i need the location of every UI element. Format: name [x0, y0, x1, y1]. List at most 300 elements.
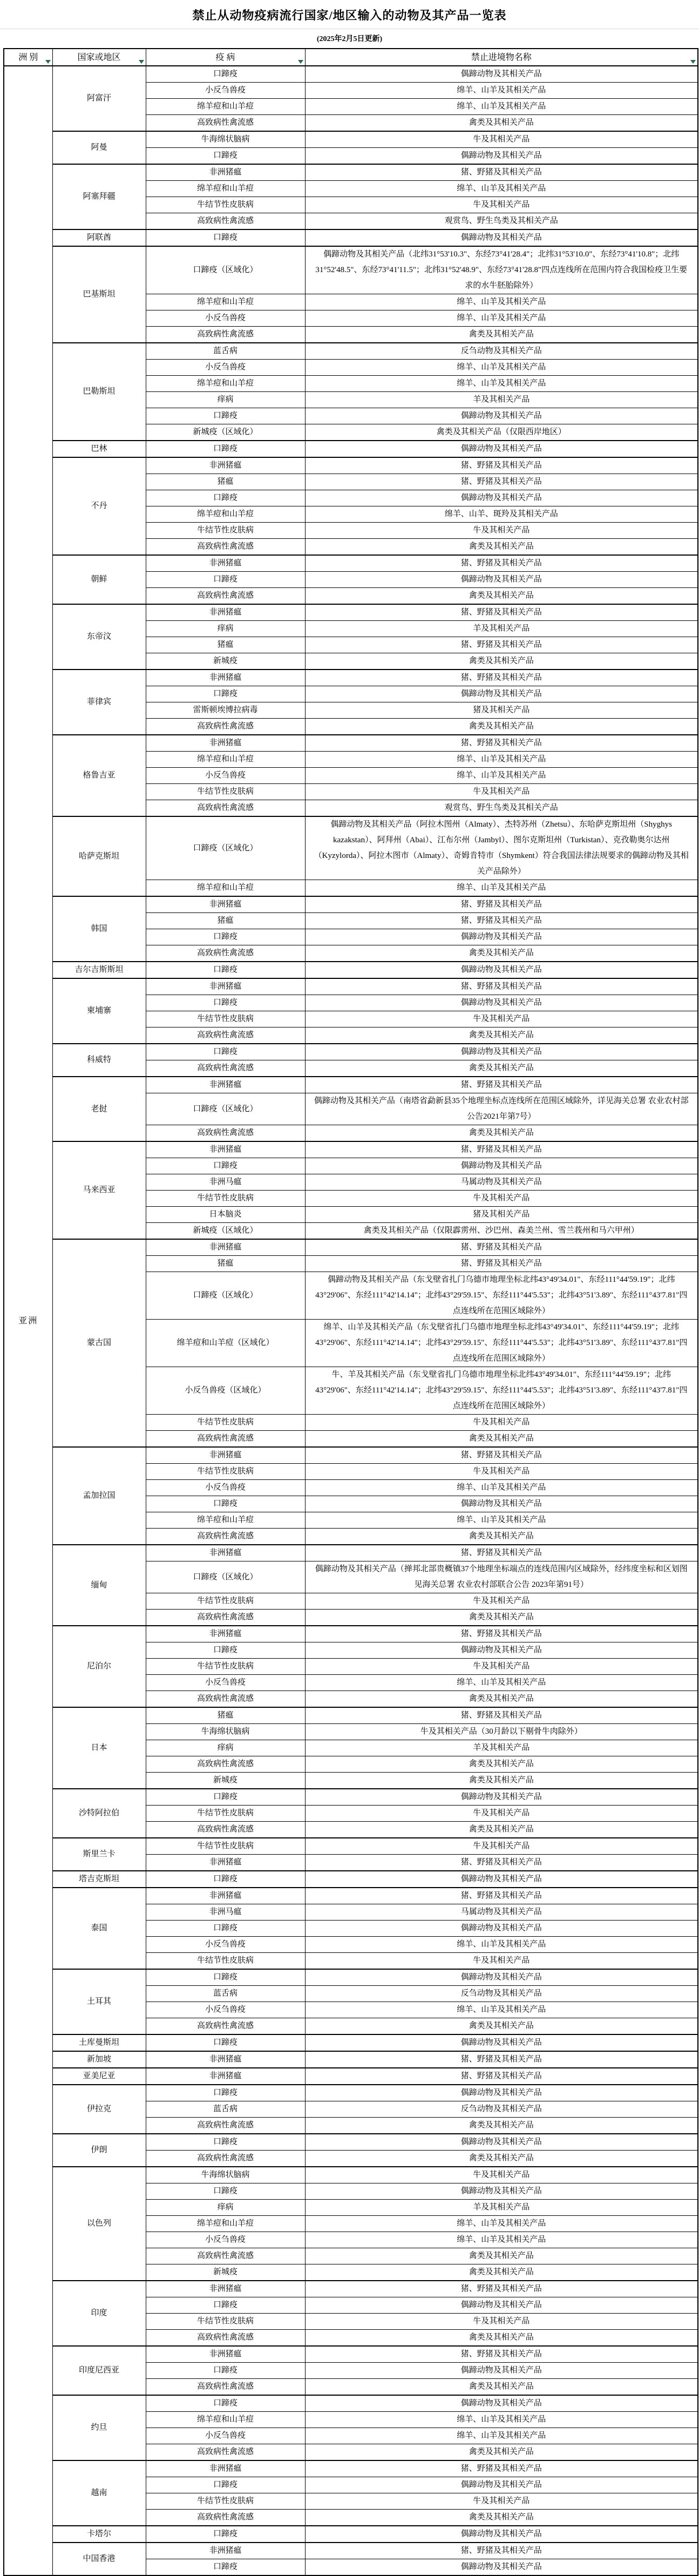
disease-cell: 口蹄疫	[146, 2183, 305, 2200]
disease-cell: 绵羊痘和山羊痘	[146, 2412, 305, 2428]
country-cell: 泰国	[52, 1888, 146, 1969]
country-cell: 尼泊尔	[52, 1626, 146, 1707]
disease-cell: 口蹄疫	[146, 2477, 305, 2493]
products-cell: 偶蹄动物及其相关产品（阿拉木图州（Almaty）、杰特苏州（Zhetsu）、东哈萨克斯坦州（Shyghys kazakstan）、阿拜州（Abai）、江布尔州（Jambyl）、图尔克斯坦州（Turkistan）、克孜勒奥尔达州（Kyzylorda）、阿拉木图市（Almaty）、奇姆肯特市（Shymkent）符合我国法律法规要求的偶蹄动物及其相关产品除外）	[305, 816, 698, 880]
products-cell: 偶蹄动物及其相关产品（北纬31°53'10.3"、东经73°41'28.4"；北纬31°53'10.0"、东经73°41'10.8"；北纬31°52'48.5"、东经73°41'11.5"；北纬31°52'48.9"、东经73°41'28.8"四点连线所在范围内符合我国检疫卫生要求的水牛胚胎除外）	[305, 246, 698, 294]
disease-cell: 口蹄疫	[146, 1921, 305, 1937]
disease-cell: 口蹄疫	[146, 2297, 305, 2314]
products-cell: 绵羊、山羊及其相关产品	[305, 2412, 698, 2428]
products-cell: 羊及其相关产品	[305, 1740, 698, 1756]
products-cell: 绵羊、山羊及其相关产品（东戈壁省扎门乌德市地理坐标北纬43°49'34.01"、东经111°44'59.19"；北纬43°29'06"、东经111°42'14.14"；北纬43°29'59.15"、东经111°44'5.53"；北纬43°51'3.89"、东经111°43'7.81"四点连线所在范围区域除外）	[305, 1320, 698, 1367]
products-cell: 牛及其相关产品	[305, 1464, 698, 1480]
disease-cell: 口蹄疫	[146, 995, 305, 1011]
disease-cell: 新城疫（区域化）	[146, 424, 305, 441]
products-cell: 牛及其相关产品	[305, 2493, 698, 2510]
products-cell: 禽类及其相关产品	[305, 115, 698, 132]
products-cell: 绵羊、山羊及其相关产品	[305, 1480, 698, 1496]
table-row	[4, 1447, 698, 1464]
disease-cell: 牛结节性皮肤病	[146, 2314, 305, 2330]
products-cell: 猪、野猪及其相关产品	[305, 1545, 698, 1561]
table-row	[4, 1888, 698, 1904]
disease-cell: 猪瘟	[146, 1707, 305, 1724]
table-row	[4, 1545, 698, 1561]
table-row	[4, 2281, 698, 2297]
products-cell: 禽类及其相关产品	[305, 1027, 698, 1044]
products-cell: 禽类及其相关产品	[305, 2151, 698, 2167]
disease-cell: 非洲马瘟	[146, 1174, 305, 1191]
products-cell: 偶蹄动物及其相关产品	[305, 2183, 698, 2200]
page-title: 禁止从动物疫病流行国家/地区输入的动物及其产品一览表	[192, 9, 507, 22]
disease-cell: 口蹄疫	[146, 1044, 305, 1060]
country-cell: 沙特阿拉伯	[52, 1789, 146, 1838]
products-cell: 偶蹄动物及其相关产品	[305, 2085, 698, 2101]
disease-cell: 绵羊痘和山羊痘	[146, 1512, 305, 1529]
products-cell: 牛及其相关产品	[305, 1953, 698, 1970]
table-row	[4, 962, 698, 978]
products-cell: 猪、野猪及其相关产品	[305, 1888, 698, 1904]
products-cell: 绵羊、山羊及其相关产品	[305, 2002, 698, 2018]
disease-cell: 牛结节性皮肤病	[146, 1011, 305, 1027]
products-cell: 猪、野猪及其相关产品	[305, 637, 698, 653]
country-cell: 韩国	[52, 896, 146, 962]
products-cell: 禽类及其相关产品	[305, 2118, 698, 2134]
country-cell: 柬埔寨	[52, 978, 146, 1044]
disease-cell: 蓝舌病	[146, 1986, 305, 2002]
disease-cell: 牛结节性皮肤病	[146, 1593, 305, 1610]
products-cell: 猪、野猪及其相关产品	[305, 2051, 698, 2068]
products-cell: 禽类及其相关产品	[305, 945, 698, 962]
disease-cell: 非洲猪瘟	[146, 457, 305, 474]
disease-cell: 口蹄疫	[146, 2134, 305, 2151]
disease-cell: 高致病性禽流感	[146, 2510, 305, 2526]
table-row	[4, 2346, 698, 2363]
products-cell: 猪、野猪及其相关产品	[305, 1447, 698, 1464]
country-cell: 东帝汶	[52, 604, 146, 670]
disease-cell: 高致病性禽流感	[146, 2018, 305, 2035]
disease-cell: 小反刍兽疫	[146, 768, 305, 784]
disease-cell: 牛结节性皮肤病	[146, 1415, 305, 1431]
table-row	[4, 1789, 698, 1806]
table-row	[4, 2085, 698, 2101]
country-cell: 日本	[52, 1707, 146, 1789]
products-cell: 猪、野猪及其相关产品	[305, 1707, 698, 1724]
header-country-label: 国家或地区	[77, 52, 121, 62]
disease-cell: 痒病	[146, 392, 305, 408]
products-cell: 牛及其相关产品	[305, 2314, 698, 2330]
disease-cell: 高致病性禽流感	[146, 213, 305, 230]
products-cell: 牛及其相关产品	[305, 1415, 698, 1431]
table-row	[4, 164, 698, 181]
products-cell: 偶蹄动物及其相关产品	[305, 1642, 698, 1659]
products-cell: 牛及其相关产品	[305, 1191, 698, 1207]
products-cell: 禽类及其相关产品	[305, 719, 698, 735]
disease-cell: 非洲猪瘟	[146, 1141, 305, 1158]
header-continent	[4, 49, 52, 66]
header-row	[4, 49, 698, 66]
disease-cell: 非洲马瘟	[146, 1904, 305, 1921]
products-cell: 牛及其相关产品	[305, 523, 698, 539]
disease-cell: 牛结节性皮肤病	[146, 523, 305, 539]
disease-cell: 口蹄疫	[146, 441, 305, 457]
products-cell: 偶蹄动物及其相关产品	[305, 66, 698, 83]
products-cell: 禽类及其相关产品	[305, 1691, 698, 1708]
header-country	[52, 49, 146, 66]
products-cell: 反刍动物及其相关产品	[305, 343, 698, 360]
country-cell: 卡塔尔	[52, 2526, 146, 2543]
table-row	[4, 343, 698, 360]
disease-cell: 痒病	[146, 2200, 305, 2216]
disease-cell: 口蹄疫	[146, 2085, 305, 2101]
table-row	[4, 1626, 698, 1642]
products-cell: 偶蹄动物及其相关产品	[305, 2477, 698, 2493]
products-cell: 猪及其相关产品	[305, 1207, 698, 1223]
disease-cell: 非洲猪瘟	[146, 978, 305, 995]
disease-cell: 非洲猪瘟	[146, 2543, 305, 2559]
country-cell: 巴勒斯坦	[52, 343, 146, 441]
disease-cell: 口蹄疫	[146, 229, 305, 246]
products-cell: 反刍动物及其相关产品	[305, 1986, 698, 2002]
products-cell: 偶蹄动物及其相关产品	[305, 1789, 698, 1806]
table-row	[4, 2051, 698, 2068]
country-cell: 蒙古国	[52, 1239, 146, 1447]
products-cell: 牛及其相关产品	[305, 1593, 698, 1610]
disease-cell: 痒病	[146, 621, 305, 637]
table-row	[4, 555, 698, 572]
products-cell: 偶蹄动物及其相关产品	[305, 1158, 698, 1174]
disease-cell: 高致病性禽流感	[146, 1610, 305, 1626]
disease-cell: 高致病性禽流感	[146, 2118, 305, 2134]
products-cell: 禽类及其相关产品	[305, 2379, 698, 2396]
products-cell: 羊及其相关产品	[305, 392, 698, 408]
continent-cell: 亚洲	[4, 66, 52, 2575]
disease-cell: 高致病性禽流感	[146, 1529, 305, 1545]
disease-cell: 口蹄疫（区域化）	[146, 1272, 305, 1320]
products-cell: 绵羊、山羊及其相关产品	[305, 2232, 698, 2248]
country-cell: 菲律宾	[52, 670, 146, 735]
country-cell: 越南	[52, 2460, 146, 2526]
products-cell: 偶蹄动物及其相关产品（南塔省勐新县35个地理坐标点连线所在范围区域除外，详见海关总署 农业农村部公告2021年第7号）	[305, 1093, 698, 1125]
products-cell: 偶蹄动物及其相关产品	[305, 2559, 698, 2576]
table-row	[4, 2034, 698, 2051]
products-cell: 偶蹄动物及其相关产品	[305, 1921, 698, 1937]
disease-cell: 猪瘟	[146, 913, 305, 929]
products-cell: 绵羊、山羊及其相关产品	[305, 2216, 698, 2232]
products-cell: 禽类及其相关产品	[305, 539, 698, 556]
products-cell: 绵羊、山羊及其相关产品	[305, 294, 698, 310]
disease-cell: 小反刍兽疫	[146, 2002, 305, 2018]
products-cell: 牛及其相关产品	[305, 131, 698, 148]
filter-dropdown-icon[interactable]	[298, 60, 303, 64]
products-cell: 偶蹄动物及其相关产品	[305, 1496, 698, 1512]
country-cell: 科威特	[52, 1044, 146, 1077]
disease-cell: 高致病性禽流感	[146, 1691, 305, 1708]
disease-cell: 口蹄疫	[146, 1969, 305, 1986]
disease-cell: 口蹄疫	[146, 686, 305, 702]
disease-cell: 口蹄疫	[146, 1496, 305, 1512]
products-cell: 禽类及其相关产品	[305, 1431, 698, 1448]
disease-cell: 口蹄疫	[146, 2395, 305, 2412]
country-cell: 缅甸	[52, 1545, 146, 1626]
disease-cell: 高致病性禽流感	[146, 588, 305, 605]
disease-cell: 绵羊痘和山羊痘	[146, 880, 305, 897]
products-cell: 偶蹄动物及其相关产品	[305, 1969, 698, 1986]
products-cell: 禽类及其相关产品	[305, 1060, 698, 1077]
table-row	[4, 1077, 698, 1093]
products-cell: 禽类及其相关产品	[305, 653, 698, 670]
disease-cell: 小反刍兽疫	[146, 83, 305, 99]
filter-dropdown-icon[interactable]	[139, 60, 144, 64]
products-cell: 牛及其相关产品	[305, 1838, 698, 1855]
products-cell: 牛及其相关产品	[305, 1659, 698, 1675]
disease-cell: 猪瘟	[146, 1256, 305, 1272]
products-cell: 禽类及其相关产品	[305, 1610, 698, 1626]
disease-cell: 非洲猪瘟	[146, 735, 305, 752]
country-cell: 伊朗	[52, 2134, 146, 2167]
disease-cell: 牛海绵状脑病	[146, 131, 305, 148]
disease-cell: 小反刍兽疫	[146, 1675, 305, 1691]
table-row	[4, 978, 698, 995]
products-cell: 羊及其相关产品	[305, 621, 698, 637]
products-cell: 猪、野猪及其相关产品	[305, 1141, 698, 1158]
disease-cell: 口蹄疫（区域化）	[146, 1561, 305, 1593]
products-cell: 观赏鸟、野生鸟类及其相关产品	[305, 800, 698, 817]
disease-cell: 高致病性禽流感	[146, 1431, 305, 1448]
header-products	[305, 49, 698, 66]
disease-cell: 口蹄疫（区域化）	[146, 1093, 305, 1125]
table-row	[4, 1838, 698, 1855]
products-cell: 猪、野猪及其相关产品	[305, 457, 698, 474]
products-cell: 羊及其相关产品	[305, 2200, 698, 2216]
products-cell: 偶蹄动物及其相关产品	[305, 2134, 698, 2151]
products-cell: 禽类及其相关产品	[305, 2248, 698, 2264]
products-cell: 偶蹄动物及其相关产品	[305, 2297, 698, 2314]
table-row	[4, 670, 698, 686]
disease-cell: 高致病性禽流感	[146, 2379, 305, 2396]
disease-cell: 牛结节性皮肤病	[146, 1806, 305, 1822]
disease-cell: 口蹄疫	[146, 1642, 305, 1659]
disease-cell: 口蹄疫	[146, 1789, 305, 1806]
disease-cell: 日本脑炎	[146, 1207, 305, 1223]
disease-cell: 小反刍兽疫	[146, 1480, 305, 1496]
disease-cell: 高致病性禽流感	[146, 945, 305, 962]
country-cell: 巴基斯坦	[52, 246, 146, 343]
disease-cell: 口蹄疫	[146, 2526, 305, 2543]
disease-cell: 非洲猪瘟	[146, 1855, 305, 1871]
products-cell: 偶蹄动物及其相关产品	[305, 1871, 698, 1888]
products-cell: 偶蹄动物及其相关产品（掸邦北部贵概镇37个地理坐标端点的连线范围内区域除外，经纬度坐标和区划图见海关总署 农业农村部联合公告 2023年第91号）	[305, 1561, 698, 1593]
products-cell: 牛及其相关产品	[305, 1806, 698, 1822]
table-row	[4, 229, 698, 246]
table-row	[4, 1707, 698, 1724]
disease-cell: 口蹄疫（区域化）	[146, 816, 305, 880]
products-cell: 猪、野猪及其相关产品	[305, 896, 698, 913]
country-cell: 老挝	[52, 1077, 146, 1141]
products-cell: 猪、野猪及其相关产品	[305, 1239, 698, 1256]
disease-cell: 牛结节性皮肤病	[146, 1953, 305, 1970]
disease-cell: 非洲猪瘟	[146, 2068, 305, 2085]
disease-cell: 绵羊痘和山羊痘	[146, 376, 305, 392]
products-cell: 猪及其相关产品	[305, 702, 698, 719]
country-cell: 伊拉克	[52, 2085, 146, 2134]
country-cell: 巴林	[52, 441, 146, 457]
products-cell: 偶蹄动物及其相关产品	[305, 408, 698, 424]
products-cell: 牛及其相关产品	[305, 784, 698, 800]
country-cell: 新加坡	[52, 2051, 146, 2068]
country-cell: 阿联酋	[52, 229, 146, 246]
products-cell: 偶蹄动物及其相关产品	[305, 572, 698, 588]
disease-cell: 痒病	[146, 1740, 305, 1756]
disease-cell: 非洲猪瘟	[146, 1888, 305, 1904]
products-cell: 禽类及其相关产品	[305, 2510, 698, 2526]
disease-cell: 非洲猪瘟	[146, 2346, 305, 2363]
disease-cell: 口蹄疫	[146, 1158, 305, 1174]
products-cell: 猪、野猪及其相关产品	[305, 670, 698, 686]
disease-cell: 牛海绵状脑病	[146, 2167, 305, 2183]
table-row	[4, 1239, 698, 1256]
disease-cell: 小反刍兽疫	[146, 1937, 305, 1953]
products-cell: 禽类及其相关产品	[305, 588, 698, 605]
disease-cell: 高致病性禽流感	[146, 539, 305, 556]
products-cell: 猪、野猪及其相关产品	[305, 1077, 698, 1093]
products-cell: 猪、野猪及其相关产品	[305, 735, 698, 752]
products-cell: 偶蹄动物及其相关产品	[305, 2395, 698, 2412]
disease-cell: 蓝舌病	[146, 2101, 305, 2118]
disease-cell: 高致病性禽流感	[146, 1125, 305, 1142]
update-date: (2025年2月5日更新)	[316, 35, 383, 43]
table-body	[4, 66, 698, 2575]
country-cell: 中国香港	[52, 2543, 146, 2575]
disease-cell: 口蹄疫	[146, 962, 305, 978]
disease-cell: 非洲猪瘟	[146, 2460, 305, 2477]
country-cell: 哈萨克斯坦	[52, 816, 146, 896]
country-cell: 阿曼	[52, 131, 146, 164]
products-cell: 禽类及其相关产品	[305, 1756, 698, 1773]
products-cell: 绵羊、山羊及其相关产品	[305, 1512, 698, 1529]
disease-cell: 新城疫（区域化）	[146, 1223, 305, 1240]
disease-cell: 新城疫	[146, 653, 305, 670]
table-row	[4, 441, 698, 457]
filter-dropdown-icon[interactable]	[690, 60, 696, 64]
disease-cell: 口蹄疫	[146, 490, 305, 506]
products-cell: 禽类及其相关产品（仅限西岸地区）	[305, 424, 698, 441]
country-cell: 塔吉克斯坦	[52, 1871, 146, 1888]
table-row	[4, 1141, 698, 1158]
products-cell: 绵羊、山羊及其相关产品	[305, 99, 698, 115]
disease-cell: 绵羊痘和山羊痘（区域化）	[146, 1320, 305, 1367]
disease-cell: 口蹄疫	[146, 572, 305, 588]
disease-cell: 蓝舌病	[146, 343, 305, 360]
products-cell: 偶蹄动物及其相关产品	[305, 490, 698, 506]
products-cell: 禽类及其相关产品	[305, 2330, 698, 2347]
disease-cell: 口蹄疫	[146, 1871, 305, 1888]
products-cell: 牛及其相关产品（30月龄以下剔骨牛肉除外）	[305, 1724, 698, 1740]
disease-cell: 非洲猪瘟	[146, 1239, 305, 1256]
products-cell: 反刍动物及其相关产品	[305, 2101, 698, 2118]
products-cell: 绵羊、山羊及其相关产品	[305, 768, 698, 784]
products-cell: 偶蹄动物及其相关产品	[305, 2526, 698, 2543]
products-cell: 绵羊、山羊及其相关产品	[305, 310, 698, 327]
products-cell: 偶蹄动物及其相关产品	[305, 148, 698, 165]
disease-cell: 非洲猪瘟	[146, 896, 305, 913]
table-row	[4, 246, 698, 294]
table-row	[4, 131, 698, 148]
products-cell: 禽类及其相关产品	[305, 2444, 698, 2461]
disease-cell: 绵羊痘和山羊痘	[146, 2216, 305, 2232]
products-cell: 绵羊、山羊及其相关产品	[305, 880, 698, 897]
disease-cell: 非洲猪瘟	[146, 2281, 305, 2297]
disease-cell: 口蹄疫	[146, 2363, 305, 2379]
disease-cell: 牛结节性皮肤病	[146, 1191, 305, 1207]
disease-cell: 非洲猪瘟	[146, 1077, 305, 1093]
disease-cell: 小反刍兽疫（区域化）	[146, 1367, 305, 1415]
table-row	[4, 735, 698, 752]
products-cell: 马属动物及其相关产品	[305, 1174, 698, 1191]
country-cell: 印度尼西亚	[52, 2346, 146, 2395]
disease-cell: 口蹄疫	[146, 2559, 305, 2576]
disease-cell: 牛结节性皮肤病	[146, 1464, 305, 1480]
disease-cell: 非洲猪瘟	[146, 164, 305, 181]
country-cell: 亚美尼亚	[52, 2068, 146, 2085]
products-cell: 禽类及其相关产品	[305, 1822, 698, 1838]
disease-cell: 口蹄疫（区域化）	[146, 246, 305, 294]
products-cell: 偶蹄动物及其相关产品	[305, 962, 698, 978]
disease-cell: 新城疫	[146, 1773, 305, 1789]
country-cell: 孟加拉国	[52, 1447, 146, 1545]
products-cell: 偶蹄动物及其相关产品（东戈壁省扎门乌德市地理坐标北纬43°49'34.01"、东经111°44'59.19"；北纬43°29'06"、东经111°42'14.14"；北纬43°29'59.15"、东经111°44'5.53"；北纬43°51'3.89"、东经111°43'7.81"四点连线所在范围区域除外）	[305, 1272, 698, 1320]
disease-cell: 高致病性禽流感	[146, 2330, 305, 2347]
products-cell: 偶蹄动物及其相关产品	[305, 995, 698, 1011]
country-cell: 格鲁吉亚	[52, 735, 146, 816]
products-cell: 绵羊、山羊及其相关产品	[305, 360, 698, 376]
disease-cell: 高致病性禽流感	[146, 1822, 305, 1838]
table-row	[4, 2526, 698, 2543]
table-row	[4, 2134, 698, 2151]
country-cell: 以色列	[52, 2167, 146, 2281]
table-row	[4, 2167, 698, 2183]
disease-cell: 非洲猪瘟	[146, 2051, 305, 2068]
table-row	[4, 2068, 698, 2085]
products-cell: 牛及其相关产品	[305, 1011, 698, 1027]
filter-dropdown-icon[interactable]	[45, 60, 51, 64]
disease-cell: 高致病性禽流感	[146, 719, 305, 735]
products-cell: 禽类及其相关产品	[305, 327, 698, 343]
table-row	[4, 1044, 698, 1060]
products-cell: 禽类及其相关产品	[305, 1125, 698, 1142]
disease-cell: 高致病性禽流感	[146, 2151, 305, 2167]
country-cell: 土耳其	[52, 1969, 146, 2034]
disease-cell: 非洲猪瘟	[146, 670, 305, 686]
disease-cell: 猪瘟	[146, 637, 305, 653]
disease-cell: 绵羊痘和山羊痘	[146, 752, 305, 768]
disease-cell: 口蹄疫	[146, 2034, 305, 2051]
disease-cell: 高致病性禽流感	[146, 327, 305, 343]
disease-cell: 绵羊痘和山羊痘	[146, 506, 305, 523]
disease-cell: 牛结节性皮肤病	[146, 2493, 305, 2510]
disease-cell: 绵羊痘和山羊痘	[146, 181, 305, 197]
products-cell: 观赏鸟、野生鸟类及其相关产品	[305, 213, 698, 230]
disease-cell: 牛海绵状脑病	[146, 1724, 305, 1740]
products-cell: 禽类及其相关产品	[305, 2264, 698, 2281]
products-cell: 猪、野猪及其相关产品	[305, 1626, 698, 1642]
disease-cell: 猪瘟	[146, 474, 305, 490]
products-cell: 牛及其相关产品	[305, 2167, 698, 2183]
disease-cell: 高致病性禽流感	[146, 800, 305, 817]
country-cell: 土库曼斯坦	[52, 2034, 146, 2051]
disease-cell: 小反刍兽疫	[146, 2232, 305, 2248]
disease-cell: 牛结节性皮肤病	[146, 1838, 305, 1855]
products-cell: 牛及其相关产品	[305, 197, 698, 213]
disease-cell: 牛结节性皮肤病	[146, 197, 305, 213]
